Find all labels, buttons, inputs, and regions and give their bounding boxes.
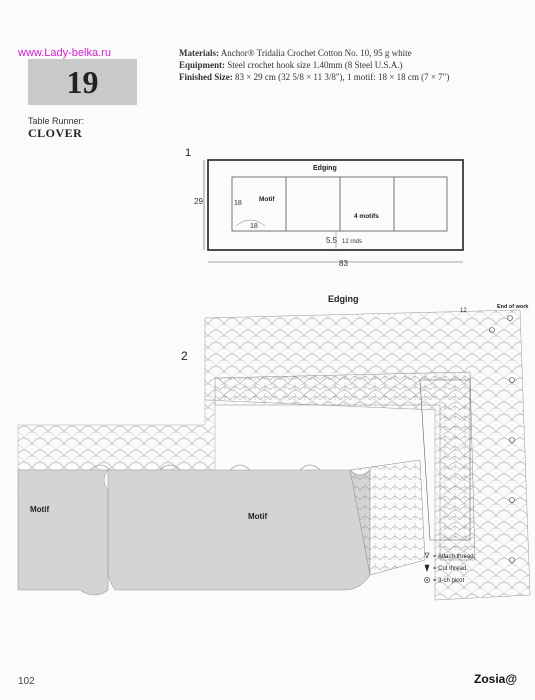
equipment-value: Steel crochet hook size 1.40mm (8 Steel U.S.A.)	[227, 60, 403, 70]
center-motif-label: Motif	[248, 512, 268, 521]
end-of-work-label: End of work	[497, 304, 529, 310]
left-edging	[18, 400, 215, 470]
round-number: 12	[460, 308, 467, 314]
site-link[interactable]: www.Lady-belka.ru	[18, 47, 111, 59]
pattern-number-box: 19	[28, 59, 137, 105]
left-motif-label: Motif	[30, 505, 50, 514]
attach-thread-icon	[425, 553, 429, 558]
motif-bottom-label: 18	[250, 223, 258, 230]
diagram1-number: 1	[185, 147, 192, 159]
legend-attach: = Attach thread.	[433, 554, 476, 560]
cut-thread-icon	[425, 565, 429, 571]
edging-title: Edging	[328, 294, 359, 304]
motif-label-small: Motif	[259, 196, 275, 203]
legend-cut: = Cut thread.	[433, 566, 468, 572]
height-label: 29	[194, 197, 203, 206]
edging-rounds-label: 12 rnds	[342, 239, 363, 245]
size-label: Finished Size:	[179, 72, 233, 82]
page-number: 102	[18, 676, 35, 687]
picot-icon-dot	[426, 579, 428, 581]
equipment-label: Equipment:	[179, 60, 226, 70]
motif-side-label: 18	[234, 200, 242, 207]
total-width-label: 83	[339, 259, 348, 268]
pattern-title: CLOVER	[28, 126, 83, 140]
materials-label: Materials:	[179, 48, 219, 58]
legend-picot: = 3-ch picot	[433, 578, 465, 584]
size-value: 83 × 29 cm (32 5/8 × 11 3/8"), 1 motif: 18 × 18 cm (7 × 7")	[235, 72, 450, 82]
motifs-count-label: 4 motifs	[354, 213, 379, 220]
materials-value: Anchor® Tridalia Crochet Cotton No. 10, 95 g white	[220, 48, 412, 58]
left-motif	[18, 470, 108, 595]
edging-width-label: 5.5	[326, 236, 338, 245]
credit-watermark: Zosia@	[474, 672, 518, 686]
edging-label-small: Edging	[313, 165, 337, 172]
center-motif	[108, 470, 370, 590]
diagram2-number: 2	[181, 349, 188, 363]
pattern-subtitle: Table Runner:	[28, 116, 85, 126]
